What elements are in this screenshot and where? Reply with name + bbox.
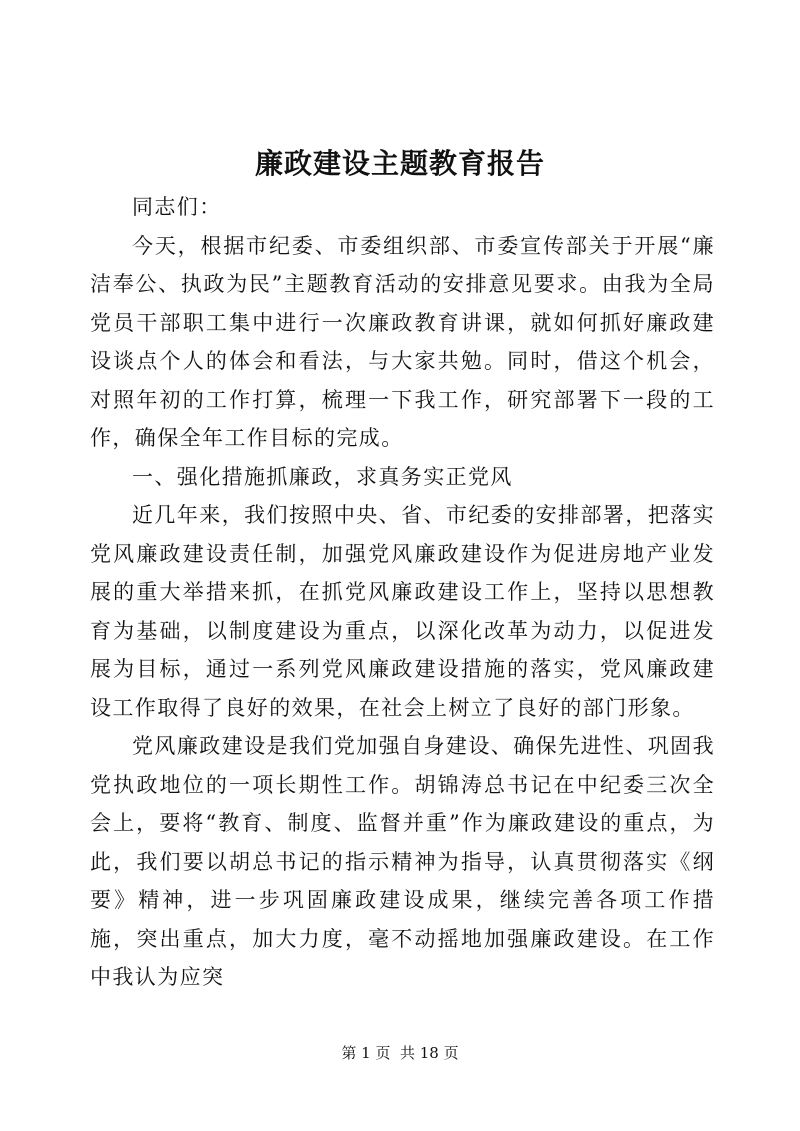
document-title: 廉政建设主题教育报告 [254, 147, 545, 180]
page-number: 第 1 页 共 18 页 [341, 1044, 459, 1062]
paragraph-intro: 今天，根据市纪委、市委组织部、市委宣传部关于开展“廉洁奉公、执政为民”主题教育活动的安排意见要求。由我为全局党员干部职工集中进行一次廉政教育讲课，就如何抓好廉政建设谈点个人的体会和看法，与大家共勉。同时，借这个机会，对照年初的工作打算，梳理一下我工作，研究部署下一段的工作，确保全年工作目标的完成。 [90, 233, 715, 450]
salutation: 同志们： [132, 195, 222, 219]
document-body [90, 188, 715, 997]
page-footer [0, 1042, 800, 1064]
paragraph-importance: 党风廉政建设是我们党加强自身建设、确保先进性、巩固我党执政地位的一项长期性工作。胡锦涛总书记在中纪委三次全会上，要将“教育、制度、监督并重”作为廉政建设的重点，为此，我们要以胡总书记的指示精神为指导，认真贯彻落实《纲要》精神，进一步巩固廉政建设成果，继续完善各项工作措施，突出重点，加大力度，毫不动摇地加强廉政建设。在工作中我认为应突 [90, 734, 715, 989]
paragraph-progress: 近几年来，我们按照中央、省、市纪委的安排部署，把落实党风廉政建设责任制，加强党风廉政建设作为促进房地产业发展的重大举措来抓，在抓党风廉政建设工作上，坚持以思想教育为基础，以制度建设为重点，以深化改革为动力，以促进发展为目标，通过一系列党风廉政建设措施的落实，党风廉政建设工作取得了良好的效果，在社会上树立了良好的部门形象。 [90, 503, 715, 720]
section-heading: 一、强化措施抓廉政，求真务实正党风 [132, 464, 513, 489]
